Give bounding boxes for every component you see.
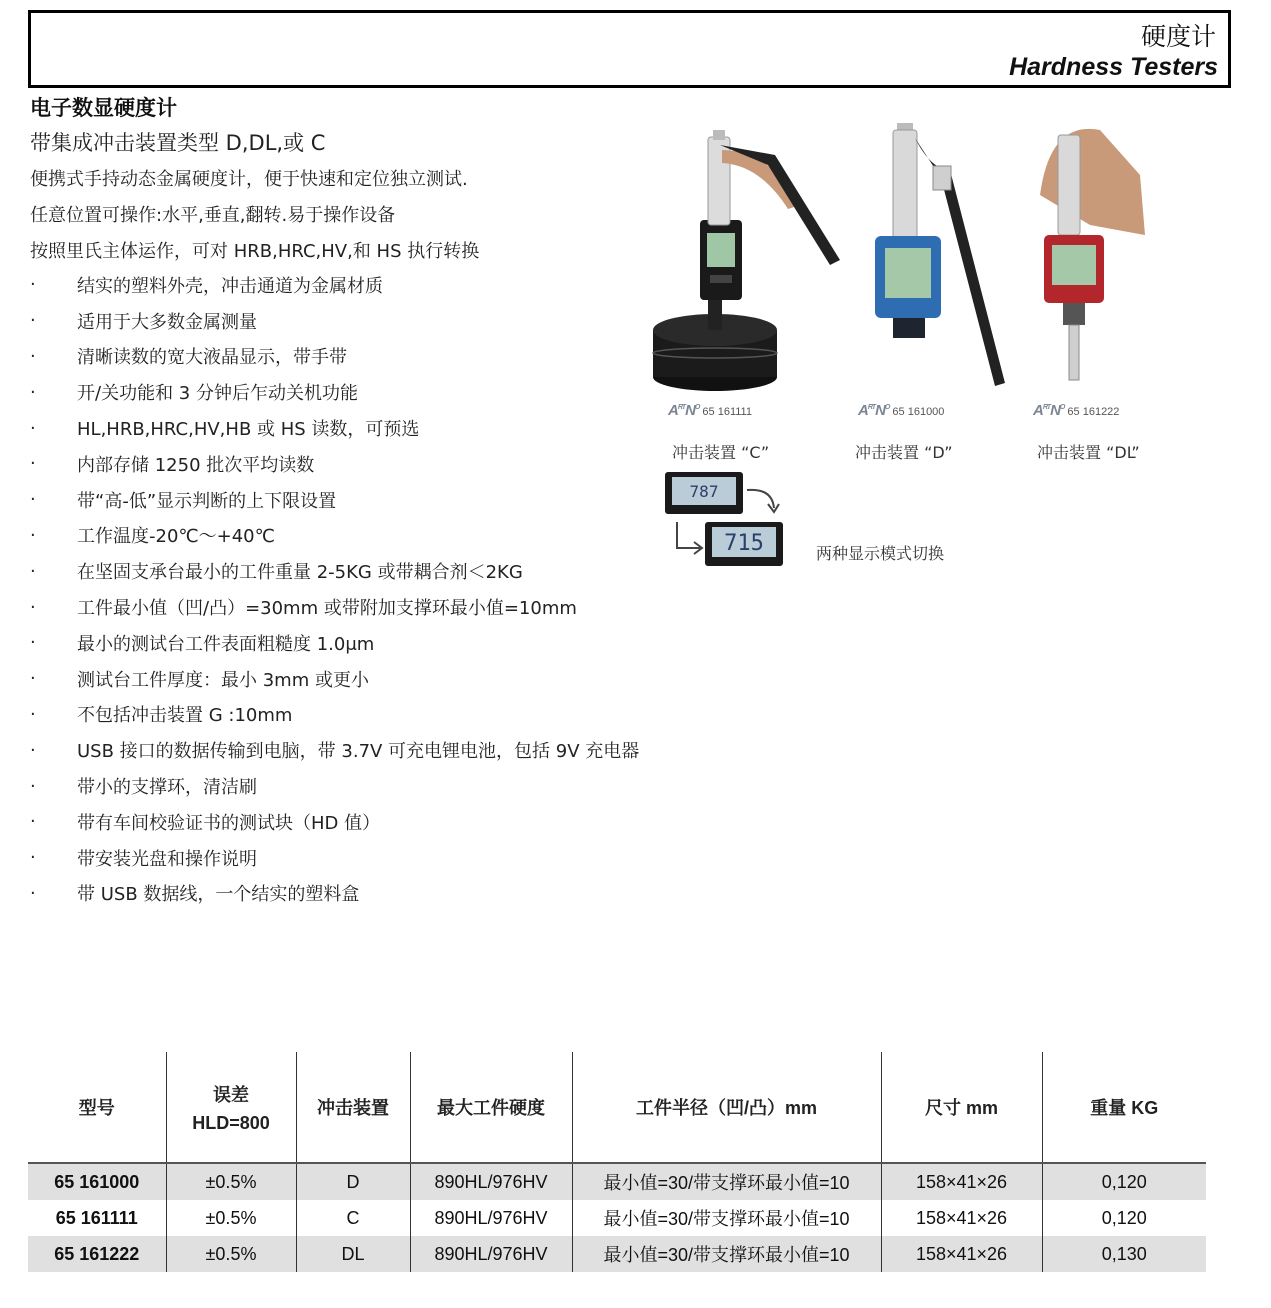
col-header-dimensions: 尺寸 mm [881,1052,1042,1163]
cell-impact-device: DL [296,1236,410,1272]
feature-text: 开/关功能和 3 分钟后乍动关机功能 [77,383,358,405]
cell-model: 65 161222 [28,1236,166,1272]
feature-text: 结实的塑料外壳，冲击通道为金属材质 [77,275,383,297]
col-header-weight: 重量 KG [1090,1098,1159,1118]
feature-list [30,267,639,911]
feature-text: 带安装光盘和操作说明 [77,848,257,870]
cell-max-hardness: 890HL/976HV [410,1163,572,1200]
bullet: · [30,381,36,403]
display-reading-2: 715 [724,531,764,556]
cell-max-hardness: 890HL/976HV [410,1236,572,1272]
intro-line: 按照里氏主体运作，可对 HRB,HRC,HV,和 HS 执行转换 [30,241,480,262]
bullet: · [30,345,36,367]
feature-item [30,482,639,518]
feature-item [30,768,639,804]
feature-text: 在坚固支承台最小的工件重量 2-5KG 或带耦合剂＜2KG [77,562,523,584]
col-header-impact-device: 冲击装置 [296,1052,410,1163]
feature-item [30,876,639,912]
cell-dimensions: 158×41×26 [881,1163,1042,1200]
cell-dimensions: 158×41×26 [881,1200,1042,1236]
product-title: 电子数显硬度计 [30,96,177,120]
page-header [28,10,1231,88]
feature-text: 带“高-低”显示判断的上下限设置 [77,490,337,512]
artno-dl-number: 65 161222 [1067,406,1120,418]
cell-model: 65 161000 [28,1163,166,1200]
cell-tolerance: ±0.5% [166,1236,296,1272]
bullet: · [30,417,36,439]
header-title-en: Hardness Testers [1009,53,1218,81]
feature-item [30,410,639,446]
cell-radius: 最小值=30/带支撑环最小值=10 [572,1163,881,1200]
bullet: · [30,811,36,833]
feature-item [30,339,639,375]
feature-text: 适用于大多数金属测量 [77,311,257,333]
feature-text: 工作温度-20℃～+40℃ [77,526,275,548]
feature-item [30,625,639,661]
feature-item [30,553,639,589]
cell-weight: 0,120 [1042,1163,1206,1200]
bullet: · [30,524,36,546]
artno-c-number: 65 161111 [702,406,752,418]
feature-text: 清晰读数的宽大液晶显示，带手带 [77,347,347,369]
feature-item [30,804,639,840]
feature-item [30,840,639,876]
feature-text: USB 接口的数据传输到电脑，带 3.7V 可充电锂电池，包括 9V 充电器 [77,741,640,763]
cell-impact-device: D [296,1163,410,1200]
hardness-tester-d-image [855,118,1025,393]
device-label-dl: 冲击装置 “DL” [1037,443,1140,462]
feature-text: 测试台工件厚度：最小 3mm 或更小 [77,669,369,691]
feature-text: HL,HRB,HRC,HV,HB 或 HS 读数，可预选 [77,419,420,441]
cell-impact-device: C [296,1200,410,1236]
feature-text: 带有车间校验证书的测试块（HD 值） [77,812,381,834]
bullet: · [30,274,36,296]
display-modes-image [662,470,787,570]
feature-item [30,661,639,697]
artno-d-number: 65 161000 [892,406,945,418]
intro-line: 便携式手持动态金属硬度计，便于快速和定位独立测试. [30,169,468,190]
cell-radius: 最小值=30/带支撑环最小值=10 [572,1236,881,1272]
bullet: · [30,453,36,475]
hardness-tester-dl-image [1030,115,1155,390]
bullet: · [30,489,36,511]
col-header-max-hardness: 最大工件硬度 [410,1052,572,1163]
table-header-row [28,1052,1206,1163]
bullet: · [30,739,36,761]
cell-tolerance: ±0.5% [166,1200,296,1236]
feature-text: 带 USB 数据线，一个结实的塑料盒 [77,884,360,906]
spec-table [28,1052,1206,1272]
cell-max-hardness: 890HL/976HV [410,1200,572,1236]
col-header-tolerance: 误差 HLD=800 [166,1052,296,1163]
intro-line: 任意位置可操作:水平,垂直,翻转.易于操作设备 [30,205,396,226]
feature-item [30,446,639,482]
display-reading-1: 787 [689,482,719,501]
cell-tolerance: ±0.5% [166,1163,296,1200]
cell-weight: 0,130 [1042,1236,1206,1272]
cell-weight: 0,120 [1101,1207,1147,1228]
feature-text: 不包括冲击装置 G :10mm [77,705,293,727]
feature-text: 内部存储 1250 批次平均读数 [77,454,315,476]
feature-item [30,732,639,768]
bullet: · [30,560,36,582]
cell-model: 65 161111 [28,1200,166,1236]
bullet: · [30,596,36,618]
col-header-radius: 工件半径（凹/凸）mm [572,1052,881,1163]
feature-item [30,267,639,303]
cell-radius: 最小值=30/带支撑环最小值=10 [572,1200,881,1236]
artno-d: $A^{RT}N^O$ 65 161000 [858,402,945,419]
table-row [28,1236,1206,1272]
cell-dimensions: 158×41×26 [881,1236,1042,1272]
device-label-d: 冲击装置 “D” [855,443,953,462]
artno-dl: $A^{RT}N^O$ 65 161222 [1033,402,1120,419]
bullet: · [30,882,36,904]
bullet: · [30,847,36,869]
product-subtitle: 带集成冲击装置类型 D,DL,或 C [30,131,326,155]
bullet: · [30,668,36,690]
bullet: · [30,775,36,797]
bullet: · [30,310,36,332]
bullet: · [30,703,36,725]
feature-text: 最小的测试台工件表面粗糙度 1.0μm [77,633,375,655]
hardness-tester-c-image [650,125,850,400]
bullet: · [30,632,36,654]
feature-text: 带小的支撑环，清洁刷 [77,777,257,799]
feature-item [30,303,639,339]
feature-item [30,518,639,554]
feature-item [30,697,639,733]
col-header-model: 型号 [28,1052,166,1163]
feature-item [30,374,639,410]
table-row [28,1200,1206,1236]
header-title-cn: 硬度计 [1140,22,1216,51]
table-row [28,1163,1206,1200]
feature-text: 工件最小值（凹/凸）=30mm 或带附加支撑环最小值=10mm [77,598,577,620]
feature-item [30,589,639,625]
display-mode-note: 两种显示模式切换 [816,544,945,563]
device-label-c: 冲击装置 “C” [672,443,770,462]
artno-c: $A^{RT}N^O$ 65 161111 [668,402,752,419]
